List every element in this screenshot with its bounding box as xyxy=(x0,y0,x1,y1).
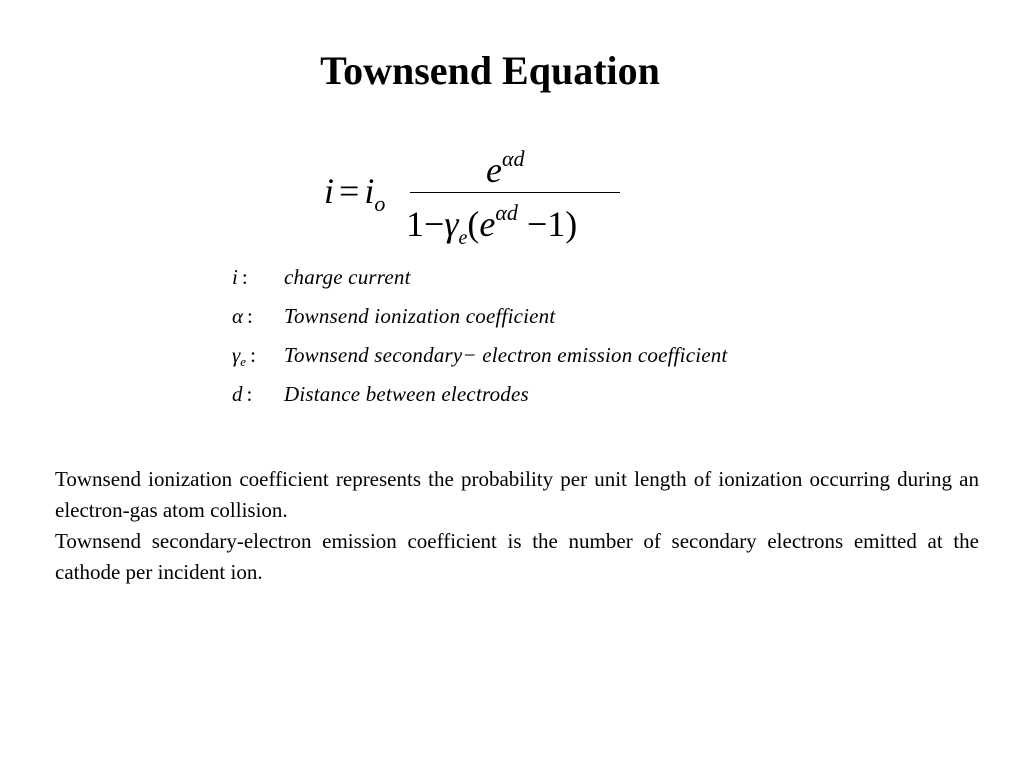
page-title: Townsend Equation xyxy=(320,48,660,93)
symbol-definitions xyxy=(232,262,728,418)
definition-symbol xyxy=(232,301,284,331)
gamma-symbol: γ xyxy=(444,204,459,244)
denominator-exp-exponent: αd xyxy=(495,200,518,225)
definition-symbol xyxy=(232,262,284,292)
definition-description: charge current xyxy=(284,265,411,289)
gamma-subscript: e xyxy=(458,227,468,249)
exp-exponent: αd xyxy=(501,146,525,171)
symbol-subscript: e xyxy=(240,354,247,369)
denominator-minus: − xyxy=(424,204,445,244)
denominator-minus-one: −1) xyxy=(517,204,578,244)
definition-description: Townsend ionization coefficient xyxy=(284,304,556,328)
exp-base: e xyxy=(486,150,502,190)
townsend-equation xyxy=(322,140,632,250)
symbol-text: γ xyxy=(232,343,241,367)
equals-sign: = xyxy=(339,171,360,211)
initial-current-subscript: o xyxy=(374,191,386,216)
fraction-bar xyxy=(410,192,620,193)
initial-current-symbol: i xyxy=(364,171,375,211)
definition-symbol xyxy=(232,340,284,377)
colon: : xyxy=(241,265,248,289)
definition-row xyxy=(232,262,728,301)
equation-lhs xyxy=(324,170,385,217)
definition-description: Distance between electrodes xyxy=(284,382,529,406)
fraction-denominator xyxy=(406,200,577,250)
colon: : xyxy=(246,382,253,406)
ionization-coefficient-paragraph: Townsend ionization coefficient represents the probability per unit length of ionization occurring during an electron-gas atom collision. xyxy=(55,467,979,522)
definition-row xyxy=(232,301,728,340)
colon: : xyxy=(247,304,253,328)
symbol-text: α xyxy=(232,304,244,328)
definition-description: Townsend secondary− electron emission coefficient xyxy=(284,343,728,367)
symbol-text: d xyxy=(232,382,243,406)
definition-symbol xyxy=(232,379,284,409)
open-paren: ( xyxy=(467,204,480,244)
fraction-numerator xyxy=(486,146,525,191)
colon: : xyxy=(250,343,256,367)
denominator-exp-base: e xyxy=(479,204,496,244)
current-symbol: i xyxy=(324,171,335,211)
emission-coefficient-paragraph: Townsend secondary-electron emission coefficient is the number of secondary electrons emitted at the cathode per incident ion. xyxy=(55,529,979,584)
definition-row xyxy=(232,340,728,379)
symbol-text: i xyxy=(232,265,238,289)
definition-row xyxy=(232,379,728,418)
denominator-one: 1 xyxy=(406,204,424,244)
